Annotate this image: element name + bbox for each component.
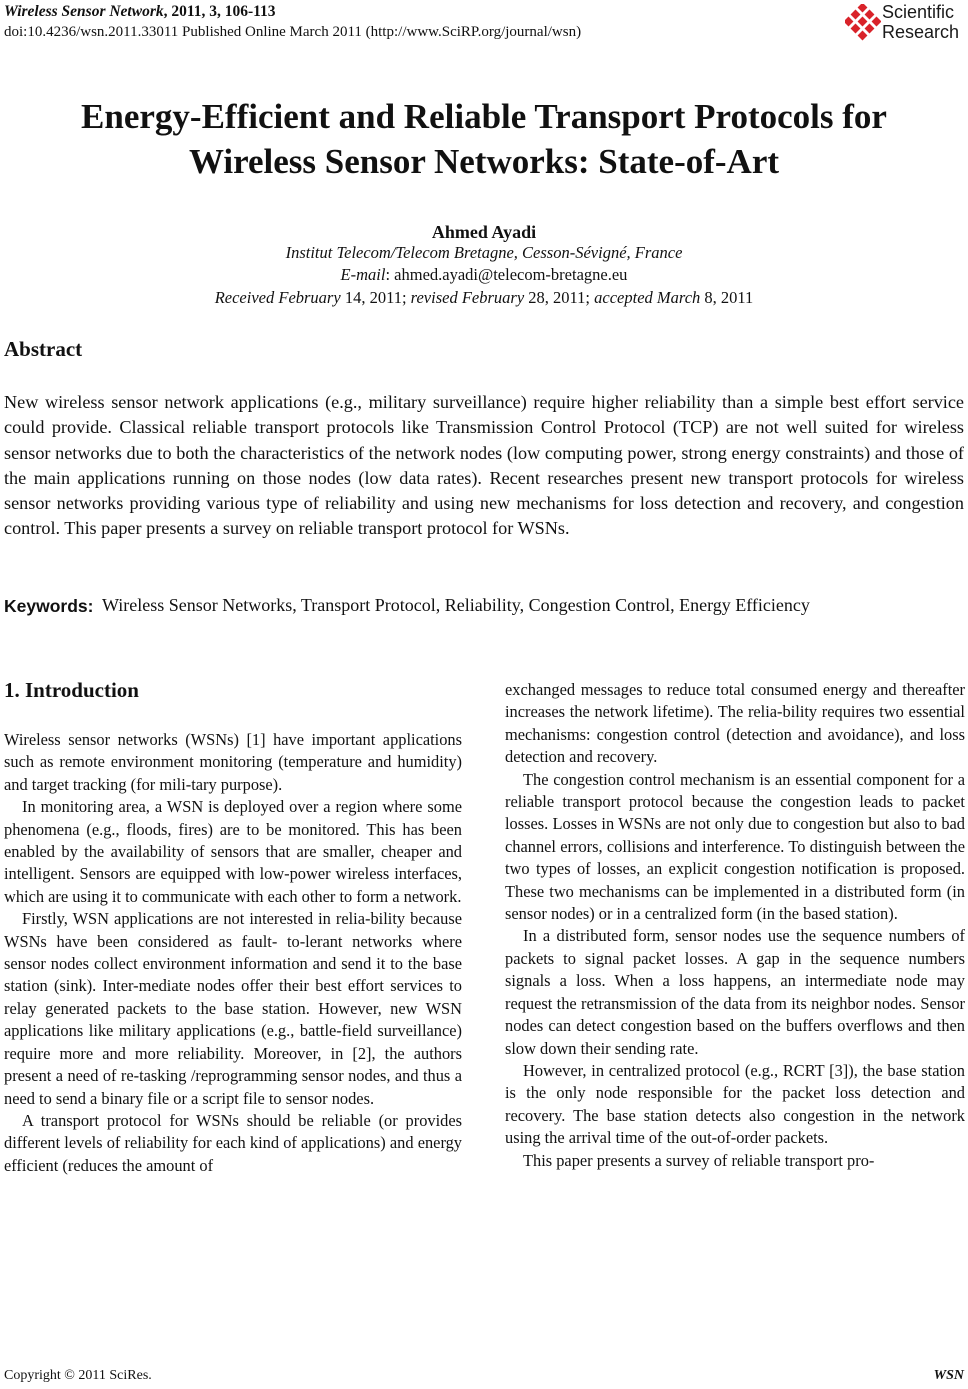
author-email (0, 264, 968, 286)
title-line-1: Energy-Efficient and Reliable Transport Protocols for (81, 97, 887, 136)
doi-line: doi:10.4236/wsn.2011.33011 Published Online March 2011 (http://www.SciRP.org/journal/wsn) (4, 24, 582, 40)
footer-copyright: Copyright © 2011 SciRes. (4, 1368, 152, 1383)
keywords-label: Keywords: (4, 596, 94, 616)
footer-journal-abbr: WSN (933, 1368, 964, 1383)
publisher-logo (845, 2, 967, 44)
section-heading: 1. Introduction (4, 678, 139, 702)
paragraph: In a distributed form, sensor nodes use the sequence numbers of packets to signal packet losses. A gap in the sequence numbers signals a loss. When a loss happens, an intermediate node may request the retransmission of the data from its neighbor nodes. Sensor nodes can detect congestion based on the buffers overflows and then slow down their sending rate. (505, 926, 965, 1058)
paper-title (0, 94, 968, 184)
paragraph: exchanged messages to reduce total consumed energy and thereafter increases the network lifetime). The relia-bility requires two essential mechanisms: congestion control (detection and avoidance), and loss detection and recovery. (505, 680, 965, 767)
paragraph: A transport protocol for WSNs should be reliable (or provides different levels of reliability for each kind of applications) and energy efficient (reduces the amount of (4, 1110, 462, 1175)
abstract-heading: Abstract (4, 337, 83, 361)
right-column (505, 679, 965, 1172)
email-label: E-mail (340, 265, 386, 284)
title-line-2: Wireless Sensor Networks: State-of-Art (188, 142, 780, 181)
email-value: : ahmed.ayadi@telecom-bretagne.eu (385, 265, 628, 284)
left-column (4, 729, 462, 1177)
logo-icon (845, 4, 881, 42)
paragraph: Wireless sensor networks (WSNs) [1] have important applications such as remote environment monitoring (temperature and humidity) and target tracking (for mili-tary purpose). (4, 730, 462, 794)
author-affiliation: Institut Telecom/Telecom Bretagne, Cesson-Sévigné, France (285, 243, 683, 262)
received-dates: Received February 14, 2011; revised February 28, 2011; accepted March 8, 2011 (214, 288, 754, 307)
paragraph: In monitoring area, a WSN is deployed over a region where some phenomena (e.g., floods, fires) are to be monitored. This has been enabled by the availability of sensors that are smaller, cheaper and intelligent. Sensors are equipped with low-power wireless interfaces, which are using it to communicate with each other to form a network. (4, 797, 462, 906)
logo-wordmark: Scientific Research (882, 2, 960, 42)
journal-volume: , 2011, 3, 106-113 (163, 3, 276, 20)
paragraph: This paper presents a survey of reliable transport pro- (523, 1150, 875, 1170)
journal-title: Wireless Sensor Network (4, 3, 164, 20)
author-name: Ahmed Ayadi (431, 222, 537, 242)
paragraph: However, in centralized protocol (e.g., RCRT [3]), the base station is the only node responsible for the packet loss detection and recovery. The base station detects also congestion in the network using the arrival time of the out-of-order packets. (505, 1060, 965, 1148)
keywords-text: Wireless Sensor Networks, Transport Protocol, Reliability, Congestion Control, Energy Efficiency (102, 595, 810, 615)
paragraph: Firstly, WSN applications are not interested in relia-bility because WSNs have been considered as fault- to-lerant networks where sensor nodes collect environment information and send it to the base station (sink). Inter-mediate nodes offer their best effort services to relay generated packets to the base station. However, new WSN applications like military applications (e.g., battle-field surveillance) require more and more reliability. Moreover, in [2], the authors present a need of re-tasking /reprogramming sensor nodes, and thus a need to send a binary file or a script file to sensor nodes. (4, 909, 462, 1108)
journal-citation (4, 2, 276, 22)
paragraph: The congestion control mechanism is an essential component for a reliable transport protocol because the congestion leads to packet losses. Losses in WSNs are not only due to congestion but also to bad channel errors, collisions and interference. To distinguish between the two types of losses, an explicit congestion notification is proposed. These two mechanisms can be implemented in a distributed form (in sensor nodes) or in a centralized form (in the based station). (505, 769, 965, 924)
abstract-text: New wireless sensor network applications (e.g., military surveillance) require higher reliability than a simple best effort service could provide. Classical reliable transport protocols like Transmission Control Protocol (TCP) are not well suited for wireless sensor networks due to both the characteristics of the network nodes (low computing power, strong energy constraints) and those of the main applications running on those nodes (low data rates). Recent researches present new transport protocols for wireless sensor networks providing various type of reliability and using new mechanisms for loss detection and recovery, and congestion control. This paper presents a survey on reliable transport protocol for WSNs. (4, 392, 964, 539)
